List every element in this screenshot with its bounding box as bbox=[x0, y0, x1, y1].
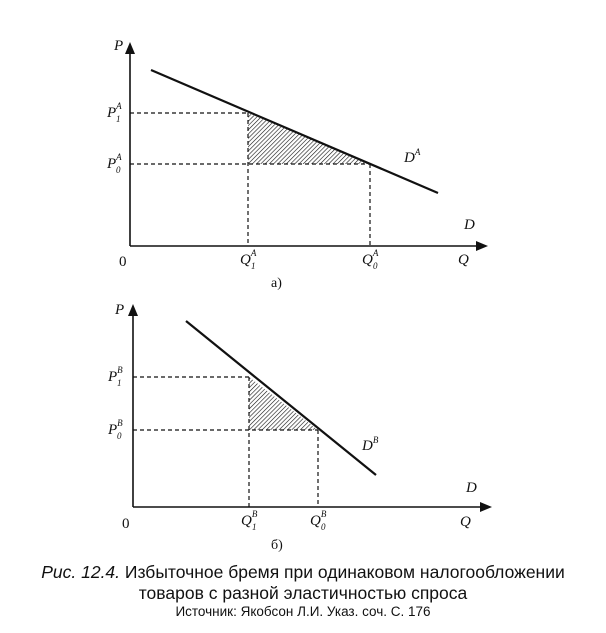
q-axis-label-b: Q bbox=[460, 514, 471, 530]
demand-label-b: $D^B$ bbox=[362, 435, 379, 454]
q1-label-b: $Q^B$ bbox=[241, 509, 258, 529]
p-axis-arrow-a bbox=[125, 42, 135, 54]
panel-label-a: а) bbox=[271, 276, 282, 291]
demand-curve-b bbox=[186, 321, 376, 475]
p0-sub-a: 0 bbox=[116, 165, 121, 175]
q1-sub-a: 1 bbox=[251, 261, 256, 271]
d-axis-letter-a: D bbox=[464, 217, 475, 233]
p1-sub-b: 1 bbox=[117, 378, 122, 388]
q1-sub-b: 1 bbox=[252, 522, 257, 532]
p-axis-label-b: P bbox=[115, 302, 125, 318]
demand-curve-a bbox=[151, 70, 438, 193]
q0-sub-b: 0 bbox=[321, 522, 326, 532]
p-axis-label-a: P bbox=[114, 38, 124, 54]
caption-source: Источник: Якобсон Л.И. Указ. соч. С. 176 bbox=[175, 604, 431, 619]
origin-label-b: 0 bbox=[122, 516, 130, 532]
p0-label-b: $P^B$ bbox=[108, 418, 123, 438]
p1-sub-a: 1 bbox=[116, 114, 121, 124]
panel-label-b: б) bbox=[271, 538, 283, 553]
caption-title-1: Избыточное бремя при одинаковом налогообложении bbox=[124, 562, 565, 582]
origin-label-a: 0 bbox=[119, 254, 127, 270]
p0-label-a: $P^A$ bbox=[107, 152, 122, 172]
d-axis-letter-b: D bbox=[466, 480, 477, 496]
q0-label-b: $Q^B$ bbox=[310, 509, 327, 529]
figure-number: Рис. 12.4. bbox=[41, 562, 121, 582]
q-axis-arrow-a bbox=[476, 241, 488, 251]
panel-b bbox=[107, 302, 492, 553]
panel-a bbox=[106, 38, 488, 291]
p-axis-arrow-b bbox=[128, 304, 138, 316]
q1-label-a: $Q^A$ bbox=[240, 248, 257, 268]
caption-line-1 bbox=[0, 562, 606, 583]
p1-label-a: $P^A$ bbox=[107, 101, 122, 121]
q-axis-arrow-b bbox=[480, 502, 492, 512]
q0-sub-a: 0 bbox=[373, 261, 378, 271]
q-axis-label-a: Q bbox=[458, 252, 469, 268]
p0-sub-b: 0 bbox=[117, 431, 122, 441]
caption-line-2: товаров с разной эластичностью спроса bbox=[138, 583, 468, 603]
q0-label-a: $Q^A$ bbox=[362, 248, 379, 268]
deadweight-loss-area-b bbox=[249, 377, 318, 430]
demand-label-a: $D^A$ bbox=[404, 147, 421, 166]
p1-label-b: $P^B$ bbox=[108, 365, 123, 385]
